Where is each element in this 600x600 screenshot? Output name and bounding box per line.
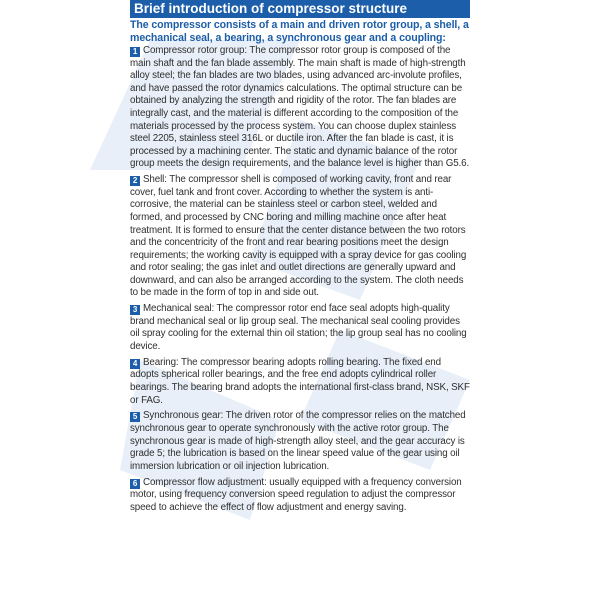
section-text: Compressor flow adjustment: usually equipped with a frequency conversion motor, using frequency conversion speed regulation to adjust the compressor speed to achieve the effect of flow adjustment and energy saving. — [130, 476, 462, 513]
document-page — [130, 0, 470, 600]
section-text: Compressor rotor group: The compressor rotor group is composed of the main shaft and the fan blade assembly. The main shaft is made of high-strength alloy steel; the fan blades are two blades, using advanced arc-involute profiles, and have passed the rotor dynamics calculations. The optimal structure can be obtained by analyzing the strength and rigidity of the rotor. The fan blades are integrally cast, and the material is different according to the composition of the materials processed by the process system. You can choose duplex stainless steel 2205, stainless steel 316L or ductile iron. After the fan blade is cast, it is processed by a machining center. The static and dynamic balance of the rotor group meets the design requirements, and the balance level is higher than G5.6. — [130, 45, 470, 170]
section-number-badge: 1 — [130, 47, 140, 57]
section-paragraph — [130, 174, 470, 300]
section-paragraph — [130, 303, 470, 353]
section-number-badge: 2 — [130, 176, 140, 186]
section-paragraph — [130, 45, 470, 171]
section-number-badge: 6 — [130, 479, 140, 489]
section-text: Mechanical seal: The compressor rotor end face seal adopts high-quality brand mechanical seal or lip group seal. The mechanical seal cooling provides oil spray cooling for the external thin oil station; the lip group seal has no cooling device. — [130, 303, 467, 353]
page-title: Brief introduction of compressor structure — [130, 0, 470, 18]
section-number-badge: 5 — [130, 412, 140, 422]
section-text: Bearing: The compressor bearing adopts rolling bearing. The fixed end adopts spherical roller bearings, and the free end adopts cylindrical roller bearings. The bearing brand adopts the international first-class brand, NSK, SKF or FAG. — [130, 356, 470, 406]
section-text: Synchronous gear: The driven rotor of the compressor relies on the matched synchronous gear to operate synchronously with the active rotor group. The synchronous gear is made of high-strength alloy steel, and the gear accuracy is grade 5; the lubrication is based on the linear speed value of the gear using oil immersion lubrication or oil injection lubrication. — [130, 410, 466, 472]
section-paragraph — [130, 410, 470, 473]
intro-subtitle: The compressor consists of a main and driven rotor group, a shell, a mechanical seal, a bearing, a synchronous gear and a coupling: — [130, 19, 469, 44]
section-paragraph — [130, 357, 470, 407]
section-text: Shell: The compressor shell is composed of working cavity, front and rear cover, fuel tank and front cover. According to whether the system is anti-corrosive, the material can be stainless steel or carbon steel, welded and formed, and processed by CNC boring and milling machine once after heat treatment. It is formed to ensure that the center distance between the two rotors and the concentricity of the front and rear bearing positions meet the design requirements; the working cavity is equipped with a spray device for gas cooling and rotor sealing; the gas inlet and outlet directions are generally upward and downward, and can also be arranged according to the system. The cloth needs to be made in the form of top in and side out. — [130, 174, 467, 299]
section-paragraph — [130, 477, 470, 515]
section-number-badge: 4 — [130, 359, 140, 369]
section-number-badge: 3 — [130, 305, 140, 315]
sections-list — [130, 45, 470, 518]
